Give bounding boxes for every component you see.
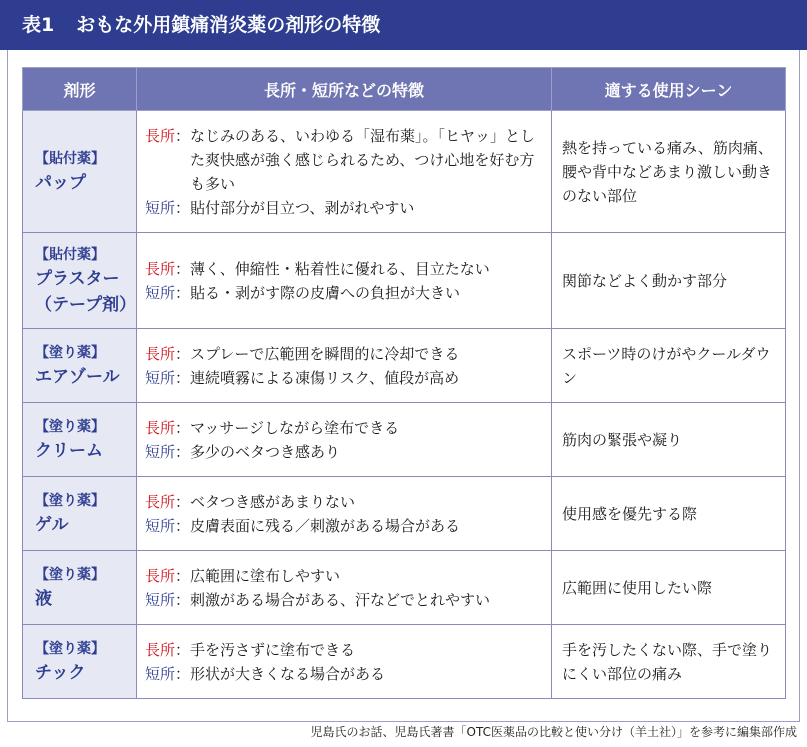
dosage-form-name: パップ [35, 172, 86, 193]
pro-text: 手を汚さずに塗布できる [190, 640, 356, 659]
usage-scene-cell: スポーツ時のけがやクールダウン [552, 329, 786, 403]
dosage-category: 【塗り薬】 [35, 566, 105, 583]
dosage-form-cell [23, 625, 137, 699]
features-cell [137, 477, 552, 551]
pro-label: 長所 [145, 492, 176, 511]
features-cell [137, 329, 552, 403]
con-label: 短所 [145, 368, 176, 387]
con-text: 連続噴霧による凍傷リスク、値段が高め [190, 368, 460, 387]
usage-scene-cell: 熱を持っている痛み、筋肉痛、腰や背中などあまり激しい動きのない部位 [552, 111, 786, 233]
features-table [22, 67, 786, 699]
pro-text: なじみのある、いわゆる「湿布薬」。「ヒヤッ」とした爽快感が強く感じられるため、つけ心地を好む方も多い [190, 126, 536, 193]
con-colon: ： [175, 368, 191, 387]
con-label: 短所 [145, 442, 176, 461]
usage-scene-cell: 手を汚したくない際、手で塗りにくい部位の痛み [552, 625, 786, 699]
dosage-form-name: チック [35, 662, 86, 683]
con-line [145, 588, 545, 612]
dosage-form-cell [23, 329, 137, 403]
table-title: おもな外用鎮痛消炎薬の剤形の特徴 [76, 14, 381, 36]
con-text: 形状が大きくなる場合がある [190, 664, 386, 683]
table-row [23, 477, 786, 551]
con-colon: ： [175, 283, 191, 302]
features-cell [137, 403, 552, 477]
con-label: 短所 [145, 198, 176, 217]
con-text: 貼付部分が目立つ、剥がれやすい [190, 198, 415, 217]
con-label: 短所 [145, 283, 176, 302]
header-usage-scene: 適する使用シーン [552, 68, 786, 111]
pro-label: 長所 [145, 126, 176, 145]
pro-colon: ： [175, 492, 191, 511]
con-text: 皮膚表面に残る／刺激がある場合がある [190, 516, 461, 535]
pro-text: マッサージしながら塗布できる [190, 418, 400, 437]
dosage-category: 【貼付薬】 [35, 246, 105, 263]
pro-line [145, 342, 545, 366]
pro-label: 長所 [145, 418, 176, 437]
table-row [23, 233, 786, 329]
con-colon: ： [175, 664, 191, 683]
pro-label: 長所 [145, 640, 176, 659]
dosage-form-name: プラスター（テープ剤） [35, 268, 137, 315]
con-line [145, 196, 545, 220]
con-colon: ： [175, 516, 191, 535]
dosage-category: 【塗り薬】 [35, 492, 105, 509]
usage-scene-cell: 広範囲に使用したい際 [552, 551, 786, 625]
pro-label: 長所 [145, 259, 176, 278]
pro-line [145, 490, 545, 514]
usage-scene-cell: 使用感を優先する際 [552, 477, 786, 551]
pro-label: 長所 [145, 566, 176, 585]
con-colon: ： [175, 442, 191, 461]
features-cell [137, 625, 552, 699]
pro-colon: ： [175, 566, 191, 585]
con-label: 短所 [145, 590, 176, 609]
dosage-form-cell [23, 233, 137, 329]
con-colon: ： [175, 590, 191, 609]
dosage-form-cell [23, 403, 137, 477]
source-note: 児島氏のお話、児島氏著書「OTC医薬品の比較と使い分け（羊土社）」を参考に編集部作成 [310, 725, 797, 739]
table-row [23, 329, 786, 403]
pro-line [145, 257, 545, 281]
con-line [145, 366, 545, 390]
pro-line [145, 124, 545, 196]
table-row [23, 625, 786, 699]
dosage-form-cell [23, 477, 137, 551]
pro-label: 長所 [145, 344, 176, 363]
table-row [23, 111, 786, 233]
pro-colon: ： [175, 640, 191, 659]
header-dosage-form: 剤形 [23, 68, 137, 111]
usage-scene-cell: 関節などよく動かす部分 [552, 233, 786, 329]
table-row [23, 551, 786, 625]
dosage-form-name: ゲル [35, 514, 69, 535]
dosage-category: 【塗り薬】 [35, 640, 105, 657]
pro-line [145, 638, 545, 662]
usage-scene-cell: 筋肉の緊張や凝り [552, 403, 786, 477]
header-row [23, 68, 786, 111]
dosage-form-cell [23, 551, 137, 625]
pro-colon: ： [175, 418, 191, 437]
con-text: 刺激がある場合がある、汗などでとれやすい [190, 590, 491, 609]
pro-colon: ： [175, 126, 191, 145]
dosage-category: 【塗り薬】 [35, 344, 105, 361]
pro-text: 薄く、伸縮性・粘着性に優れる、目立たない [190, 259, 490, 278]
pro-line [145, 416, 545, 440]
con-line [145, 281, 545, 305]
con-label: 短所 [145, 516, 176, 535]
features-cell [137, 111, 552, 233]
table-row [23, 403, 786, 477]
con-line [145, 514, 545, 538]
con-label: 短所 [145, 664, 176, 683]
dosage-form-name: エアゾール [35, 366, 120, 387]
dosage-form-cell [23, 111, 137, 233]
dosage-category: 【貼付薬】 [35, 150, 105, 167]
features-cell [137, 233, 552, 329]
pro-text: 広範囲に塗布しやすい [190, 566, 341, 585]
dosage-form-name: クリーム [35, 440, 103, 461]
dosage-category: 【塗り薬】 [35, 418, 105, 435]
pro-text: ベタつき感があまりない [190, 492, 356, 511]
pro-colon: ： [175, 259, 191, 278]
con-colon: ： [175, 198, 191, 217]
pro-text: スプレーで広範囲を瞬間的に冷却できる [190, 344, 460, 363]
header-features: 長所・短所などの特徴 [137, 68, 552, 111]
con-line [145, 662, 545, 686]
con-text: 貼る・剥がす際の皮膚への負担が大きい [190, 283, 461, 302]
table-number: 表1 [22, 14, 55, 36]
title-bar [0, 0, 807, 50]
con-line [145, 440, 545, 464]
pro-colon: ： [175, 344, 191, 363]
features-cell [137, 551, 552, 625]
dosage-form-name: 液 [35, 588, 52, 609]
pro-line [145, 564, 545, 588]
con-text: 多少のベタつき感あり [190, 442, 341, 461]
